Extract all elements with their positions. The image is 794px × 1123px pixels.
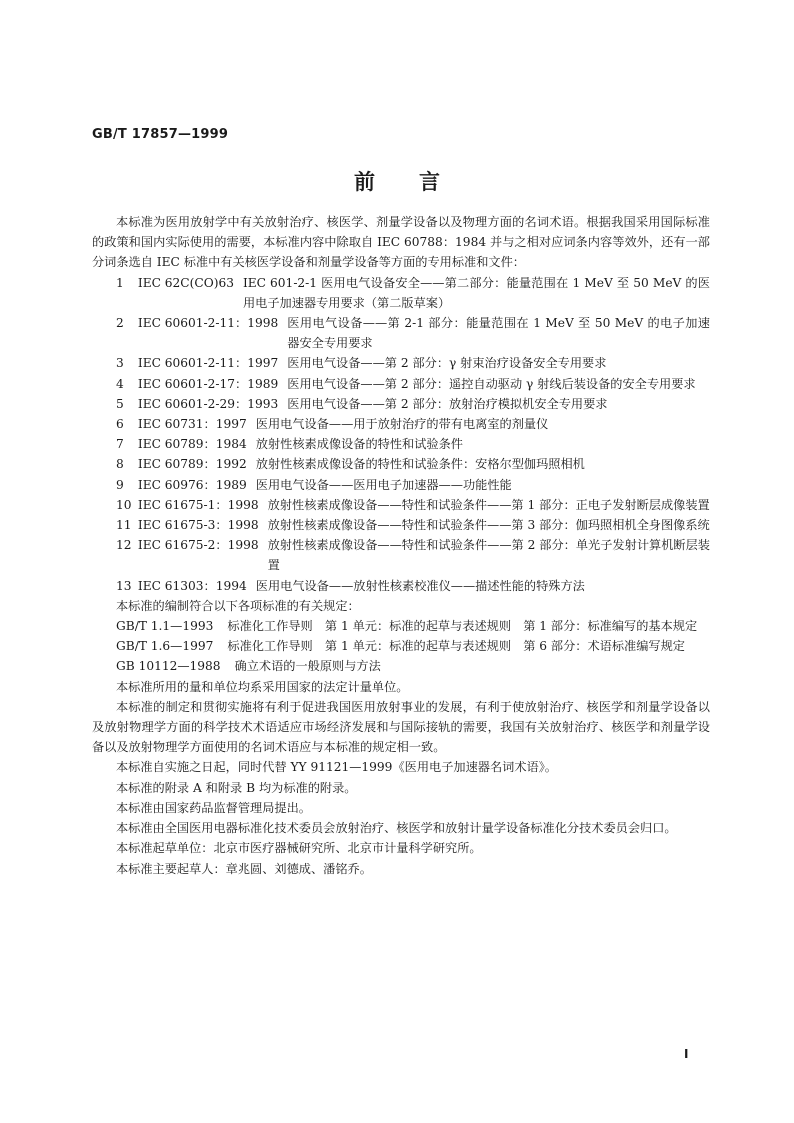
item-code: IEC 60601-2-11：1997 — [137, 356, 279, 371]
iec-reference-list — [92, 273, 710, 596]
item-code: IEC 61675-3：1998 — [137, 518, 259, 533]
standard-code: GB/T 1.6—1997 — [116, 639, 214, 654]
closing-paragraph: 本标准主要起草人：章兆圆、刘德成、潘铭乔。 — [116, 861, 372, 876]
item-code: IEC 60601-2-11：1998 — [137, 316, 279, 331]
item-number: 11 — [116, 518, 132, 533]
list-item — [92, 475, 710, 495]
page-number: Ⅰ — [684, 1047, 689, 1061]
item-code: IEC 62C(CO)63 — [137, 275, 234, 290]
item-code: IEC 60601-2-17：1989 — [137, 376, 279, 391]
list-item — [92, 394, 710, 414]
item-code: IEC 61303：1994 — [137, 578, 247, 593]
closing-paragraph: 本标准起草单位：北京市医疗器械研究所、北京市计量科学研究所。 — [116, 841, 482, 856]
item-description: 放射性核素成像设备——特性和试验条件——第 1 部分：正电子发射断层成像装置 — [267, 497, 710, 512]
closing-paragraph: 本标准自实施之日起，同时代替 YY 91121—1999《医用电子加速器名词术语》。 — [116, 760, 557, 775]
gb-standard-list — [92, 616, 710, 677]
closing-paragraph: 本标准的制定和贯彻实施将有利于促进我国医用放射事业的发展，有利于使放射治疗、核医学和剂量学设备以及放射物理学方面的科学技术术语适应市场经济发展和与国际接轨的需要，我国有关放射治疗、核医学和剂量学设备以及放射物理学方面使用的名词术语应与本标准的规定相一致。 — [92, 699, 710, 755]
item-description: 放射性核素成像设备——特性和试验条件——第 2 部分：单光子发射计算机断层装置 — [267, 538, 710, 573]
list-item — [92, 656, 710, 676]
item-number: 13 — [116, 578, 132, 593]
list-item — [92, 636, 710, 656]
document-code-header: GB/T 17857—1999 — [92, 127, 229, 142]
intro-paragraph: 本标准为医用放射学中有关放射治疗、核医学、剂量学设备以及物理方面的名词术语。根据我国采用国际标准的政策和国内实际使用的需要，本标准内容中除取自 IEC 60788：1984 并与之相对应词条内容等效外，还有一部分词条选自 IEC 标准中有关核医学设备和剂量学设备等方面的专用标准和文件： — [92, 215, 710, 270]
page-title: 前言 — [354, 169, 484, 194]
item-number: 12 — [116, 538, 132, 553]
compile-intro: 本标准的编制符合以下各项标准的有关规定： — [116, 598, 360, 613]
item-code: IEC 61675-1：1998 — [137, 497, 259, 512]
item-code: IEC 60789：1984 — [137, 437, 247, 452]
list-item — [92, 414, 710, 434]
item-description: 放射性核素成像设备的特性和试验条件 — [255, 437, 463, 452]
item-code: IEC 60731：1997 — [137, 417, 247, 432]
item-code: IEC 61675-2：1998 — [137, 538, 259, 553]
standard-description: 确立术语的一般原则与方法 — [234, 659, 381, 674]
item-number: 5 — [116, 396, 124, 411]
item-description: IEC 601-2-1 医用电气设备安全——第二部分：能量范围在 1 MeV 至 50 MeV 的医用电子加速器专用要求（第二版草案） — [242, 275, 710, 310]
list-item — [92, 535, 710, 575]
item-number: 7 — [116, 437, 124, 452]
item-number: 4 — [116, 376, 124, 391]
list-item — [92, 313, 710, 353]
item-description: 医用电气设备——第 2 部分：放射治疗模拟机安全专用要求 — [287, 396, 608, 411]
item-number: 10 — [116, 497, 132, 512]
item-description: 放射性核素成像设备——特性和试验条件——第 3 部分：伽玛照相机全身图像系统 — [267, 518, 710, 533]
list-item — [92, 434, 710, 454]
closing-paragraph: 本标准由国家药品监督管理局提出。 — [116, 800, 311, 815]
item-number: 3 — [116, 356, 124, 371]
standard-description: 标准化工作导则 第 1 单元：标准的起草与表述规则 第 6 部分：术语标准编写规定 — [227, 639, 685, 654]
closing-paragraph: 本标准由全国医用电器标准化技术委员会放射治疗、核医学和放射计量学设备标准化分技术委员会归口。 — [116, 821, 677, 836]
list-item — [92, 353, 710, 373]
item-code: IEC 60976：1989 — [137, 477, 247, 492]
list-item — [92, 454, 710, 474]
item-number: 1 — [116, 275, 124, 290]
item-number: 6 — [116, 417, 124, 432]
item-description: 医用电气设备——医用电子加速器——功能性能 — [255, 477, 512, 492]
item-description: 医用电气设备——第 2 部分：γ 射束治疗设备安全专用要求 — [287, 356, 607, 371]
list-item — [92, 495, 710, 515]
list-item — [92, 616, 710, 636]
foreword-body — [92, 212, 710, 879]
closing-paragraph: 本标准所用的量和单位均系采用国家的法定计量单位。 — [116, 679, 409, 694]
standard-description: 标准化工作导则 第 1 单元：标准的起草与表述规则 第 1 部分：标准编写的基本规定 — [227, 619, 698, 634]
standard-code: GB/T 1.1—1993 — [116, 619, 214, 634]
item-description: 医用电气设备——第 2 部分：遥控自动驱动 γ 射线后装设备的安全专用要求 — [287, 376, 696, 391]
item-description: 医用电气设备——用于放射治疗的带有电离室的剂量仪 — [255, 417, 549, 432]
item-description: 医用电气设备——放射性核素校准仪——描述性能的特殊方法 — [255, 578, 585, 593]
item-number: 8 — [116, 457, 124, 472]
item-number: 2 — [116, 316, 124, 331]
list-item — [92, 273, 710, 313]
item-description: 放射性核素成像设备的特性和试验条件：安格尔型伽玛照相机 — [255, 457, 585, 472]
list-item — [92, 374, 710, 394]
closing-paragraph: 本标准的附录 A 和附录 B 均为标准的附录。 — [116, 780, 357, 795]
item-code: IEC 60601-2-29：1993 — [137, 396, 279, 411]
list-item — [92, 515, 710, 535]
standard-code: GB 10112—1988 — [116, 659, 221, 674]
item-description: 医用电气设备——第 2-1 部分：能量范围在 1 MeV 至 50 MeV 的电子加速器安全专用要求 — [287, 316, 710, 351]
item-number: 9 — [116, 477, 124, 492]
list-item — [92, 576, 710, 596]
item-code: IEC 60789：1992 — [137, 457, 247, 472]
